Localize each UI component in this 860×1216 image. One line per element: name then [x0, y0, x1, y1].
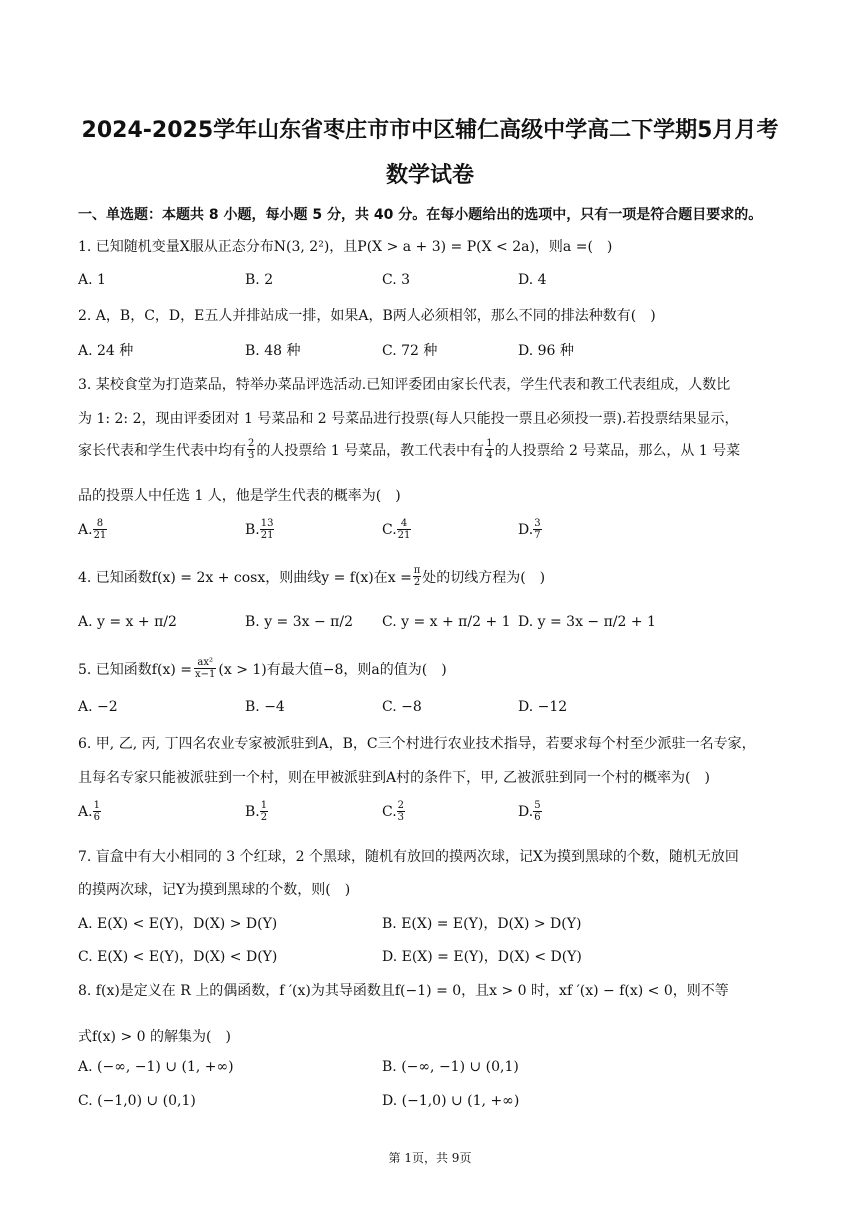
q3-option-a-label: A. [78, 521, 93, 538]
q6-c-den: 3 [397, 812, 405, 823]
question-8-line-2: 式f(x) > 0 的解集为( ) [78, 1029, 231, 1045]
q6-option-c-label: C. [382, 803, 397, 820]
q3-d-num: 3 [534, 518, 541, 529]
q6-a-num: 1 [93, 800, 100, 811]
q7-option-a: A. E(X) < E(Y)，D(X) > D(Y) [78, 916, 278, 932]
q1-option-d: D. 4 [518, 272, 547, 288]
question-1-stem: 1. 已知随机变量X服从正态分布N(3, 2²)，且P(X > a + 3) = P(X < 2a)，则a =( ) [78, 239, 613, 255]
q5-frac-num: ax² [197, 657, 213, 668]
q4-stem-a: 4. 已知函数f(x) = 2x + cosx，则曲线y = f(x)在x = [78, 569, 412, 586]
question-4-stem [78, 565, 545, 588]
q3-option-c-fraction [397, 518, 412, 541]
q6-option-d [518, 800, 542, 823]
q3-option-d [518, 518, 542, 541]
q6-option-d-fraction [533, 800, 541, 823]
q8-option-c: C. (−1,0) ∪ (0,1) [78, 1093, 196, 1109]
q5-frac-den: x−1 [195, 669, 216, 680]
q3-c-num: 4 [400, 518, 408, 529]
question-3-line-1: 3. 某校食堂为打造菜品，特举办菜品评选活动.已知评委团由家长代表，学生代表和教工代表组成，人数比 [78, 377, 731, 393]
q5-stem-a: 5. 已知函数f(x) = [78, 661, 192, 678]
q4-frac-num: π [413, 565, 421, 576]
q4-option-d: D. y = 3x − π/2 + 1 [518, 614, 656, 630]
q3-option-b-label: B. [245, 521, 260, 538]
question-2-stem: 2. A，B，C，D，E五人并排站成一排，如果A，B两人必须相邻，那么不同的排法种数有( ) [78, 308, 656, 324]
question-7-line-2: 的摸两次球，记Y为摸到黑球的个数，则( ) [78, 882, 351, 898]
q3-b-den: 21 [260, 530, 274, 541]
q3-option-a [78, 518, 107, 541]
q3-option-c [382, 518, 411, 541]
q4-option-a: A. y = x + π/2 [78, 614, 177, 630]
q3-option-d-fraction [533, 518, 541, 541]
q1-option-b: B. 2 [245, 272, 274, 288]
q4-stem-b: 处的切线方程为( ) [422, 569, 546, 586]
q6-option-a [78, 800, 101, 823]
q3-option-b [245, 518, 274, 541]
question-7-line-1: 7. 盲盒中有大小相同的 3 个红球，2 个黑球，随机有放回的摸两次球，记X为摸到黑球的个数，随机无放回 [78, 849, 739, 865]
exam-title-line1: 2024-2025学年山东省枣庄市市中区辅仁高级中学高二下学期5月月考 [81, 118, 779, 143]
q3-option-b-fraction [260, 518, 275, 541]
q3-text-b: 的人投票给 1 号菜品，教工代表中有 [256, 442, 485, 459]
question-6-line-1: 6. 甲, 乙, 丙, 丁四名农业专家被派驻到A，B，C三个村进行农业技术指导，若要求每个村至少派驻一名专家， [78, 736, 756, 752]
q4-fraction-pi-over-2 [413, 565, 421, 588]
q3-frac2-numerator: 1 [486, 438, 493, 449]
q6-option-b-label: B. [245, 803, 260, 820]
q3-option-c-label: C. [382, 521, 397, 538]
q6-option-c [382, 800, 405, 823]
q3-fraction-two-thirds [247, 438, 255, 461]
q5-fraction [194, 657, 216, 680]
q3-a-num: 8 [96, 518, 104, 529]
q3-frac1-denominator: 3 [248, 450, 255, 461]
q6-d-num: 5 [534, 800, 541, 811]
exam-title-line2: 数学试卷 [385, 163, 474, 188]
question-3-line-3 [78, 438, 740, 461]
q4-option-b: B. y = 3x − π/2 [245, 614, 353, 630]
q6-option-b-fraction [260, 800, 268, 823]
q3-frac1-numerator: 2 [248, 438, 255, 449]
q6-c-num: 2 [397, 800, 405, 811]
q6-option-c-fraction [397, 800, 405, 823]
q6-option-d-label: D. [518, 803, 534, 820]
question-3-line-4: 品的投票人中任选 1 人，他是学生代表的概率为( ) [78, 488, 401, 504]
q5-option-b: B. −4 [245, 699, 285, 715]
q7-option-b: B. E(X) = E(Y)，D(X) > D(Y) [382, 916, 582, 932]
q3-fraction-one-quarter [485, 438, 493, 461]
q8-option-d: D. (−1,0) ∪ (1, +∞) [382, 1093, 520, 1109]
q6-option-a-label: A. [78, 803, 93, 820]
q6-b-den: 2 [260, 812, 268, 823]
q7-option-c: C. E(X) < E(Y)，D(X) < D(Y) [78, 949, 278, 965]
q2-option-b: B. 48 种 [245, 343, 301, 359]
q1-option-c: C. 3 [382, 272, 411, 288]
q6-option-a-fraction [93, 800, 101, 823]
page-footer: 第 1页，共 9页 [388, 1151, 472, 1165]
question-5-stem [78, 657, 447, 680]
question-6-line-2: 且每名专家只能被派驻到一个村，则在甲被派驻到A村的条件下，甲, 乙被派驻到同一个村的概率为( ) [78, 770, 710, 786]
question-8-line-1: 8. f(x)是定义在 R 上的偶函数，f ′(x)为其导函数且f(−1) = 0，且x > 0 时，xf ′(x) − f(x) < 0，则不等 [78, 983, 729, 999]
q5-option-c: C. −8 [382, 699, 422, 715]
q3-d-den: 7 [534, 530, 541, 541]
q3-option-d-label: D. [518, 521, 534, 538]
q3-option-a-fraction [93, 518, 108, 541]
q2-option-a: A. 24 种 [78, 343, 134, 359]
q3-text-a: 家长代表和学生代表中均有 [78, 442, 246, 459]
q8-option-b: B. (−∞, −1) ∪ (0,1) [382, 1059, 519, 1075]
q4-frac-den: 2 [413, 577, 421, 588]
q3-frac2-denominator: 4 [486, 450, 493, 461]
q6-a-den: 6 [93, 812, 100, 823]
q7-option-d: D. E(X) = E(Y)，D(X) < D(Y) [382, 949, 582, 965]
q2-option-d: D. 96 种 [518, 343, 574, 359]
question-3-line-2: 为 1: 2: 2，现由评委团对 1 号菜品和 2 号菜品进行投票(每人只能投一票且必须投一票).若投票结果显示， [78, 411, 739, 427]
q5-option-a: A. −2 [78, 699, 118, 715]
q6-d-den: 6 [534, 812, 541, 823]
q1-option-a: A. 1 [78, 272, 106, 288]
section-header-single-choice: 一、单选题：本题共 8 小题，每小题 5 分，共 40 分。在每小题给出的选项中，只有一项是符合题目要求的。 [78, 207, 763, 223]
q6-option-b [245, 800, 268, 823]
q5-stem-b: (x > 1)有最大值−8，则a的值为( ) [218, 661, 447, 678]
q4-option-c: C. y = x + π/2 + 1 [382, 614, 511, 630]
q3-text-c: 的人投票给 2 号菜品，那么，从 1 号菜 [494, 442, 741, 459]
q5-option-d: D. −12 [518, 699, 568, 715]
q3-a-den: 21 [93, 530, 107, 541]
q2-option-c: C. 72 种 [382, 343, 438, 359]
q3-b-num: 13 [260, 518, 274, 529]
q3-c-den: 21 [397, 530, 411, 541]
q8-option-a: A. (−∞, −1) ∪ (1, +∞) [78, 1059, 234, 1075]
q6-b-num: 1 [260, 800, 268, 811]
